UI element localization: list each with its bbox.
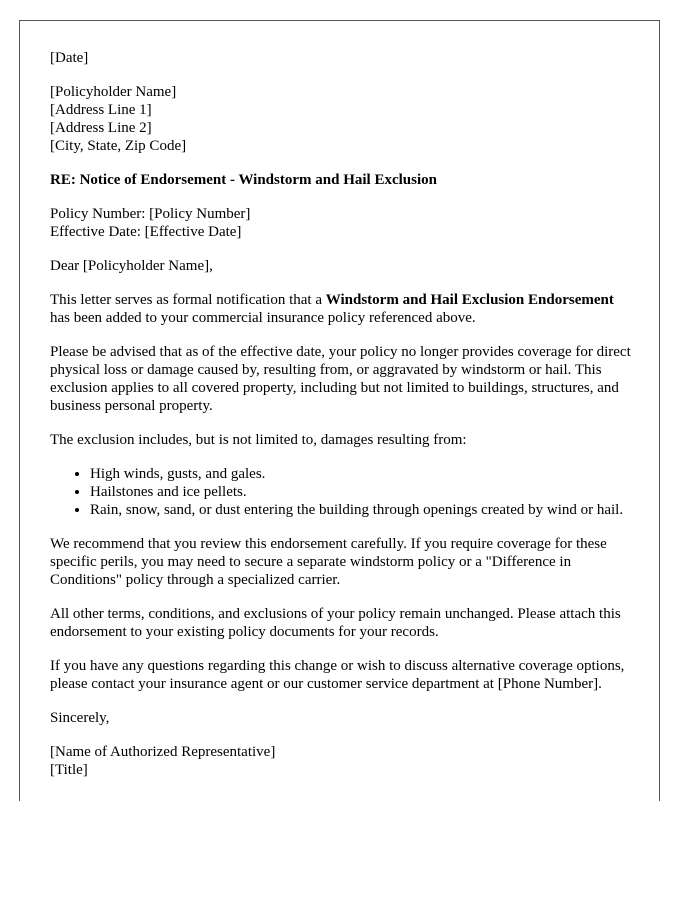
recipient-name: [Policyholder Name] (50, 84, 177, 100)
subject-text: RE: Notice of Endorsement - Windstorm and Hail Exclusion (50, 172, 437, 188)
letter-page (19, 20, 660, 801)
recipient-address-line-1: [Address Line 1] (50, 102, 152, 118)
exclusion-list (50, 465, 635, 519)
signature-block (50, 743, 635, 779)
subject-line (50, 171, 635, 189)
list-item: • Rain, snow, sand, or dust entering the building through openings created by wind or hail. (90, 501, 635, 519)
policy-details-block (50, 205, 635, 241)
list-item: • High winds, gusts, and gales. (90, 465, 635, 483)
intro-text-start: This letter serves as formal notification that a (50, 292, 326, 308)
questions-paragraph: If you have any questions regarding this change or wish to discuss alternative coverage options, please contact your insurance agent or our customer service department at [Phone Number]. (50, 658, 625, 692)
recipient-address-line-2: [Address Line 2] (50, 120, 152, 136)
effective-date: Effective Date: [Effective Date] (50, 224, 242, 240)
endorsement-name: Windstorm and Hail Exclusion Endorsement (325, 292, 614, 308)
recipient-address-block (50, 83, 635, 155)
terms-paragraph: All other terms, conditions, and exclusions of your policy remain unchanged. Please attach this endorsement to your existing policy documents for your records. (50, 606, 621, 640)
policy-number: Policy Number: [Policy Number] (50, 206, 251, 222)
recommendation-paragraph: We recommend that you review this endorsement carefully. If you require coverage for these specific perils, you may need to secure a separate windstorm policy or a "Difference in Conditions" policy through a specialized carrier. (50, 536, 607, 588)
salutation: Dear [Policyholder Name], (50, 258, 213, 274)
closing: Sincerely, (50, 710, 110, 726)
recipient-city-state-zip: [City, State, Zip Code] (50, 138, 187, 154)
intro-paragraph (50, 291, 635, 327)
letter-date: [Date] (50, 50, 89, 66)
letter-body (50, 49, 635, 795)
advisory-paragraph: Please be advised that as of the effective date, your policy no longer provides coverage for direct physical loss or damage caused by, resulting from, or aggravated by windstorm or hail. This exclusion applies to all covered property, including but not limited to buildings, structures, and business personal property. (50, 344, 631, 414)
intro-text-end: has been added to your commercial insurance policy referenced above. (50, 310, 476, 326)
signature-title: [Title] (50, 762, 88, 778)
list-item: • Hailstones and ice pellets. (90, 483, 635, 501)
signature-name: [Name of Authorized Representative] (50, 744, 276, 760)
exclusion-list-intro: The exclusion includes, but is not limited to, damages resulting from: (50, 432, 467, 448)
